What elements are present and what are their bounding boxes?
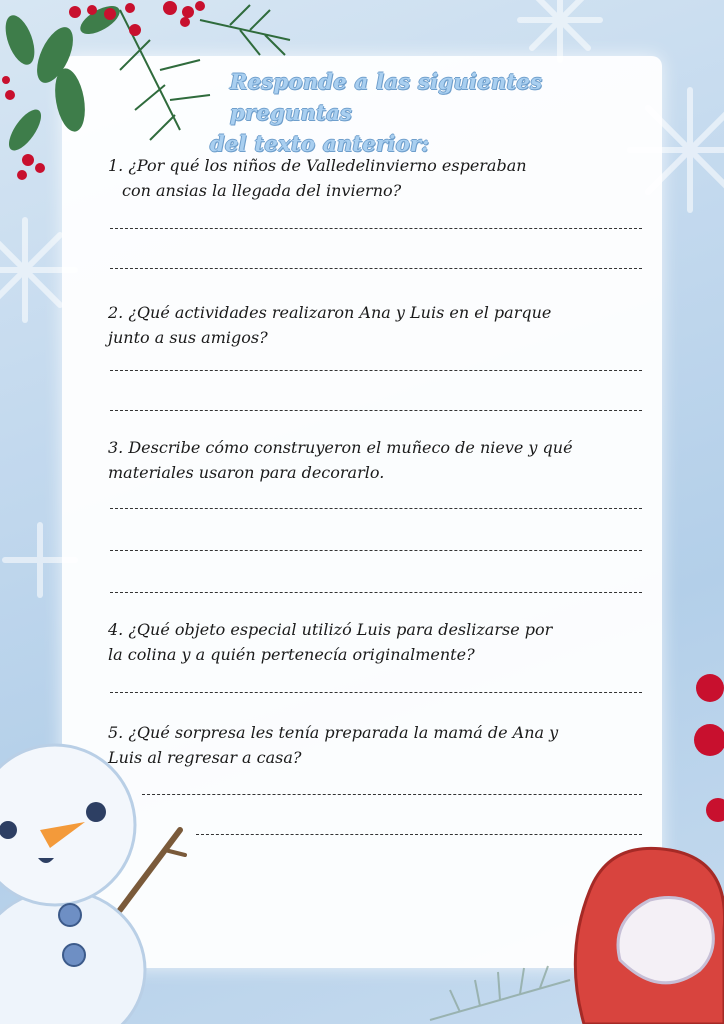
answer-line[interactable] bbox=[110, 692, 642, 693]
question-text: 1. ¿Por qué los niños de Valledelinvierno esperaban bbox=[108, 156, 527, 175]
question-text: 5. ¿Qué sorpresa les tenía preparada la mamá de Ana y bbox=[108, 723, 559, 742]
answer-line[interactable] bbox=[196, 834, 642, 835]
pine-branch-icon bbox=[420, 960, 580, 1024]
answer-line[interactable] bbox=[110, 268, 642, 269]
answer-line[interactable] bbox=[110, 592, 642, 593]
question-text: 3. Describe cómo construyeron el muñeco de nieve y qué bbox=[108, 438, 573, 457]
worksheet-title bbox=[200, 66, 650, 159]
question-text: 2. ¿Qué actividades realizaron Ana y Luis en el parque bbox=[108, 303, 552, 322]
question-text: la colina y a quién pertenecía originalmente? bbox=[108, 645, 475, 664]
answer-line[interactable] bbox=[110, 370, 642, 371]
question-5 bbox=[108, 720, 648, 770]
question-3 bbox=[108, 435, 648, 485]
answer-line[interactable] bbox=[110, 508, 642, 509]
question-text: con ansias la llegada del invierno? bbox=[122, 181, 402, 200]
question-text: Luis al regresar a casa? bbox=[108, 748, 302, 767]
question-text: junto a sus amigos? bbox=[108, 328, 268, 347]
question-1 bbox=[108, 153, 648, 203]
title-line-1: Responde a las siguientes preguntas bbox=[230, 69, 543, 125]
question-text: materiales usaron para decorarlo. bbox=[108, 463, 385, 482]
question-2 bbox=[108, 300, 648, 350]
answer-line[interactable] bbox=[110, 228, 642, 229]
title-line-2: del texto anterior: bbox=[210, 131, 430, 156]
question-text: 4. ¿Qué objeto especial utilizó Luis para deslizarse por bbox=[108, 620, 553, 639]
red-mitten-icon bbox=[560, 660, 724, 1024]
snowman-icon bbox=[0, 730, 200, 1024]
question-4 bbox=[108, 617, 648, 667]
answer-line[interactable] bbox=[110, 410, 642, 411]
answer-line[interactable] bbox=[110, 550, 642, 551]
answer-line[interactable] bbox=[142, 794, 642, 795]
